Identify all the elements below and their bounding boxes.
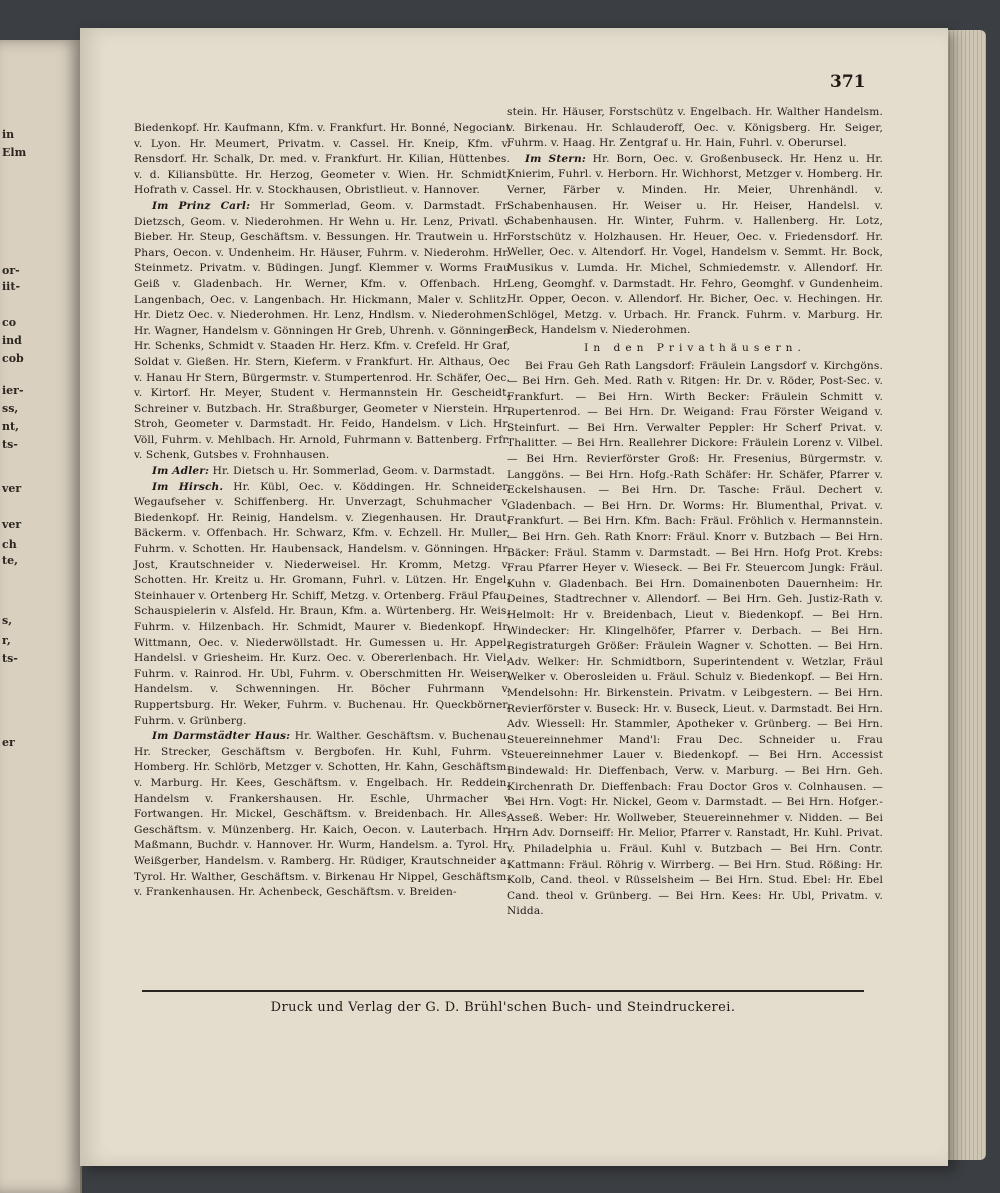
left-page-fragment: cob [2,352,24,365]
section-lead: Im Prinz Carl: [152,199,251,212]
left-page-fragment: ver [2,482,22,495]
paragraph [134,480,510,730]
left-page-fragment: Elm [2,146,27,159]
paragraph [134,464,510,480]
paragraph: stein. Hr. Häuser, Forstschütz v. Engelbach. Hr. Walther Handelsm. v. Birkenau. Hr. Schlauderoff, Oec. v. Königsberg. Hr. Seiger, Fuhrm. v. Haag. Hr. Zentgraf u. Hr. Hain, Fuhrl. v. Oberursel. [507,106,883,150]
section-lead: Im Hirsch. [152,480,224,493]
left-page-fragment: ind [2,334,22,347]
left-page-fragment: nt, [2,420,19,433]
page-number: 371 [830,72,866,92]
left-page-fragment: ts- [2,652,18,665]
section-lead: Im Stern: [525,152,586,165]
paragraph [507,152,883,339]
paragraph-text: Hr. Born, Oec. v. Großenbuseck. Hr. Henz u. Hr. Knierim, Fuhrl. v. Herborn. Hr. Wichhorst, Metzger v. Homberg. Hr. Verner, Färber v. Minden. Hr. Meier, Uhrenhändl. v. Schabenhausen. Hr. Weiser u. Hr. Heiser, Handelsl. v. Schabenhausen. Hr. Winter, Fuhrm. v. Hallenberg. Hr. Lotz, Forstschütz v. Holzhausen. Hr. Heuer, Oec. v. Friedensdorf. Hr. Weller, Oec. v. Altendorf. Hr. Vogel, Handelsm v. Semmt. Hr. Bock, Musikus v. Lumda. Hr. Michel, Schmiedemstr. v. Allendorf. Hr. Leng, Geomghf. v. Darmstadt. Hr. Fehro, Geomghf. v Gundenheim. Hr. Opper, Oecon. v. Allendorf. Hr. Bicher, Oec. v. Hechingen. Hr. Schlögel, Metzg. v. Urbach. Hr. Franck. Fuhrm. v. Marburg. Hr. Beck, Handelsm v. Niederohmen. [507,152,883,337]
paragraph: Biedenkopf. Hr. Kaufmann, Kfm. v. Frankfurt. Hr. Bonné, Negociant v. Lyon. Hr. Meumert, Privatm. v. Cassel. Hr. Kneip, Kfm. v. Rensdorf. Hr. Schalk, Dr. med. v. Frankfurt. Hr. Kilian, Hüttenbes. v. d. Kiliansbütte. Hr. Herzog, Geometer v. Wien. Hr. Schmidt, Hofrath v. Cassel. Hr. v. Stockhausen, Obristlieut. v. Hannover. [134,122,510,197]
book-page [80,28,948,1166]
left-page-fragment: ch [2,538,17,551]
section-lead: Im Adler: [152,465,210,478]
left-page-fragment: in [2,128,15,141]
paragraph-text: Hr. Kübl, Oec. v. Köddingen. Hr. Schneider, Wegaufseher v. Schiffenberg. Hr. Unverzagt, Schuhmacher v. Biedenkopf. Hr. Reinig, Handelsm. v. Ziegenhausen. Hr. Draut, Bäckerm. v. Offenbach. Hr. Schwarz, Kfm. v. Echzell. Hr. Muller, Fuhrm. v. Schotten. Hr. Haubensack, Handelsm. v. Gönningen. Hr. Jost, Krautschneider v. Niederweisel. Hr. Kromm, Metzg. v. Schotten. Hr. Kreitz u. Hr. Gromann, Fuhrl. v. Lützen. Hr. Engel, Steinhauer v. Ortenberg Hr. Schiff, Metzg. v. Ortenberg. Fräul Pfau, Schauspielerin v. Alsfeld. Hr. Braun, Kfm. a. Würtenberg. Hr. Weis, Fuhrm. v. Hilzenbach. Hr. Schmidt, Maurer v. Biedenkopf. Hr. Wittmann, Oec. v. Niederwöllstadt. Hr. Gumessen u. Hr. Appel, Handelsl. v Griesheim. Hr. Kurz. Oec. v. Obererlenbach. Hr. Viel, Fuhrm. v. Rainrod. Hr. Ubl, Fuhrm. v. Oberschmitten Hr. Weiser, Handelsm. v. Schwenningen. Hr. Böcher Fuhrmann v. Ruppertsburg. Hr. Weker, Fuhrm. v. Buchenau. Hr. Queckbörner, Fuhrm. v. Grünberg. [134,480,510,727]
right-column [507,105,883,920]
left-page-fragment: s, [2,614,13,627]
section-heading: In den Privathäusern. [584,341,806,354]
left-page-edge [0,40,82,1193]
left-page-fragment: ts- [2,438,18,451]
left-page-fragment: ss, [2,402,19,415]
paragraph [134,729,510,901]
section-lead: Im Darmstädter Haus: [152,730,291,743]
left-page-fragment: te, [2,554,18,567]
left-column [134,121,510,901]
paragraph [134,199,510,464]
left-page-fragment: er [2,736,15,749]
left-page-fragment: ver [2,518,22,531]
paragraph-text: Hr Sommerlad, Geom. v. Darmstadt. Fr. Dietzsch, Geom. v. Niederohmen. Hr Wehn u. Hr. Lenz, Privatl. v Bieber. Hr. Steup, Geschäftsm. v. Bessungen. Hr. Trautwein u. Hr. Phars, Oecon. v. Undenheim. Hr. Häuser, Fuhrm. v. Niederohm. Hr. Steinmetz. Privatm. v. Büdingen. Jungf. Klemmer v. Worms Frau Geiß v. Gladenbach. Hr. Werner, Kfm. v. Offenbach. Hr. Langenbach, Oec. v. Langenbach. Hr. Hickmann, Maler v. Schlitz. Hr. Dietz Oec. v. Niederohmen. Hr. Lenz, Hndlsm. v. Niederohmen. Hr. Wagner, Handelsm v. Gönningen Hr Greb, Uhrenh. v. Gönningen Hr. Schenks, Schmidt v. Staaden Hr. Herz. Kfm. v. Crefeld. Hr Graf, Soldat v. Gießen. Hr. Stern, Kieferm. v Frankfurt. Hr. Althaus, Oec v. Hanau Hr Stern, Bürgermstr. v. Stumpertenrod. Hr. Schäfer, Oec. v. Kirtorf. Hr. Meyer, Student v. Hermannstein Hr. Gescheidt, Schreiner v. Butzbach. Hr. Straßburger, Geometer v Nierstein. Hr. Stroh, Geometer v. Darmstadt. Hr. Feido, Handelsm. v Lich. Hr. Völl, Fuhrm. v. Mehlbach. Hr. Arnold, Fuhrmann v. Battenberg. Frfr. v. Schenk, Gutsbes v. Frohnhausen. [134,199,510,462]
left-page-fragment: or- [2,264,20,277]
paragraph-text: Hr. Walther. Geschäftsm. v. Buchenau. Hr. Strecker, Geschäftsm v. Bergbofen. Hr. Kuhl, Fuhrm. v. Homberg. Hr. Schlörb, Metzger v. Schotten, Hr. Kahn, Geschäftsm. v. Marburg. Hr. Kees, Geschäftsm. v. Engelbach. Hr. Reddein, Handelsm v. Frankershausen. Hr. Eschle, Uhrmacher v Fortwangen. Hr. Mickel, Geschäftsm. v. Breidenbach. Hr. Alles, Geschäftsm. v. Münzenberg. Hr. Kaich, Oecon. v. Lauterbach. Hr. Maßmann, Buchdr. v. Hannover. Hr. Wurm, Handelsm. a. Tyrol. Hr. Weißgerber, Handelsm. v. Ramberg. Hr. Rüdiger, Krautschneider a. Tyrol. Hr. Walther, Geschäftsm. v. Birkenau Hr Nippel, Geschäftsm. v. Frankenhausen. Hr. Achenbeck, Geschäftsm. v. Breiden- [134,730,511,899]
left-page-fragment: iit- [2,280,21,293]
paragraph: Bei Frau Geh Rath Langsdorf: Fräulein Langsdorf v. Kirchgöns. — Bei Hrn. Geh. Med. Rath v. Ritgen: Hr. Dr. v. Röder, Post-Sec. v. Frankfurt. — Bei Hrn. Wirth Becker: Fräulein Schmitt v. Rupertenrod. — Bei Hrn. Dr. Weigand: Frau Förster Weigand v. Steinfurt. — Bei Hrn. Verwalter Peppler: Hr Scherf Privat. v. Thalitter. — Bei Hrn. Reallehrer Dickore: Fräulein Lorenz v. Vilbel. — Bei Hrn. Revierförster Groß: Hr. Fresenius, Bürgermstr. v. Langgöns. — Bei Hrn. Hofg.-Rath Schäfer: Hr. Schäfer, Pfarrer v. Eckelshausen. — Bei Hrn. Dr. Tasche: Fräul. Dechert v. Gladenbach. — Bei Hrn. Dr. Worms: Hr. Blumenthal, Privat. v. Frankfurt. — Bei Hrn. Kfm. Bach: Fräul. Fröhlich v. Hermannstein. — Bei Hrn. Geh. Rath Knorr: Fräul. Knorr v. Butzbach — Bei Hrn. Bäcker: Fräul. Stamm v. Darmstadt. — Bei Hrn. Hofg Prot. Krebs: Frau Pfarrer Heyer v. Wieseck. — Bei Fr. Steuercom Jungk: Fräul. Kuhn v. Gladenbach. Bei Hrn. Domainenboten Dauernheim: Hr. Deines, Stadtrechner v. Allendorf. — Bei Hrn. Geh. Justiz-Rath v. Helmolt: Hr v. Breidenbach, Lieut v. Biedenkopf. — Bei Hrn. Windecker: Hr. Klingelhöfer, Pfarrer v. Derbach. — Bei Hrn. Registraturgeh Größer: Fräulein Wagner v. Schotten. — Bei Hrn. Adv. Welker: Hr. Schmidtborn, Superintendent v. Wetzlar, Fräul Welker v. Oberosleiden u. Fräul. Schulz v. Biedenkopf. — Bei Hrn. Mendelsohn: Hr. Birkenstein. Privatm. v Leibgestern. — Bei Hrn. Revierförster v. Buseck: Hr. v. Buseck, Lieut. v. Darmstadt. Bei Hrn. Adv. Wiessell: Hr. Stammler, Apotheker v. Grünberg. — Bei Hrn. Steuereinnehmer Mand'l: Frau Dec. Schneider u. Frau Steuereinnehmer Lauer v. Biedenkopf. — Bei Hrn. Accessist Bindewald: Hr. Dieffenbach, Verw. v. Marburg. — Bei Hrn. Geh. Kirchenrath Dr. Dieffenbach: Frau Doctor Gros v. Colnhausen. — Bei Hrn. Vogt: Hr. Nickel, Geom v. Darmstadt. — Bei Hrn. Hofger.-Asseß. Weber: Hr. Wollweber, Steuereinnehmer v. Nidden. — Bei Hrn Adv. Dornseiff: Hr. Melior, Pfarrer v. Ranstadt, Hr. Kuhl. Privat. v. Philadelphia u. Fräul. Kuhl v. Butzbach — Bei Hrn. Contr. Kattmann: Fräul. Röhrig v. Wirrberg. — Bei Hrn. Stud. Rößing: Hr. Kolb, Cand. theol. v Rüsselsheim — Bei Hrn. Stud. Ebel: Hr. Ebel Cand. theol v. Grünberg. — Bei Hrn. Kees: Hr. Ubl, Privatm. v. Nidda. [507,359,883,918]
left-page-fragment: r, [2,634,11,647]
left-page-fragment: ier- [2,384,24,397]
printer-imprint: Druck und Verlag der G. D. Brühl'schen Buch- und Steindruckerei. [270,1000,736,1015]
left-page-fragment: co [2,316,17,329]
footer-rule [142,990,864,992]
paragraph-text: Hr. Dietsch u. Hr. Sommerlad, Geom. v. Darmstadt. [209,465,496,478]
